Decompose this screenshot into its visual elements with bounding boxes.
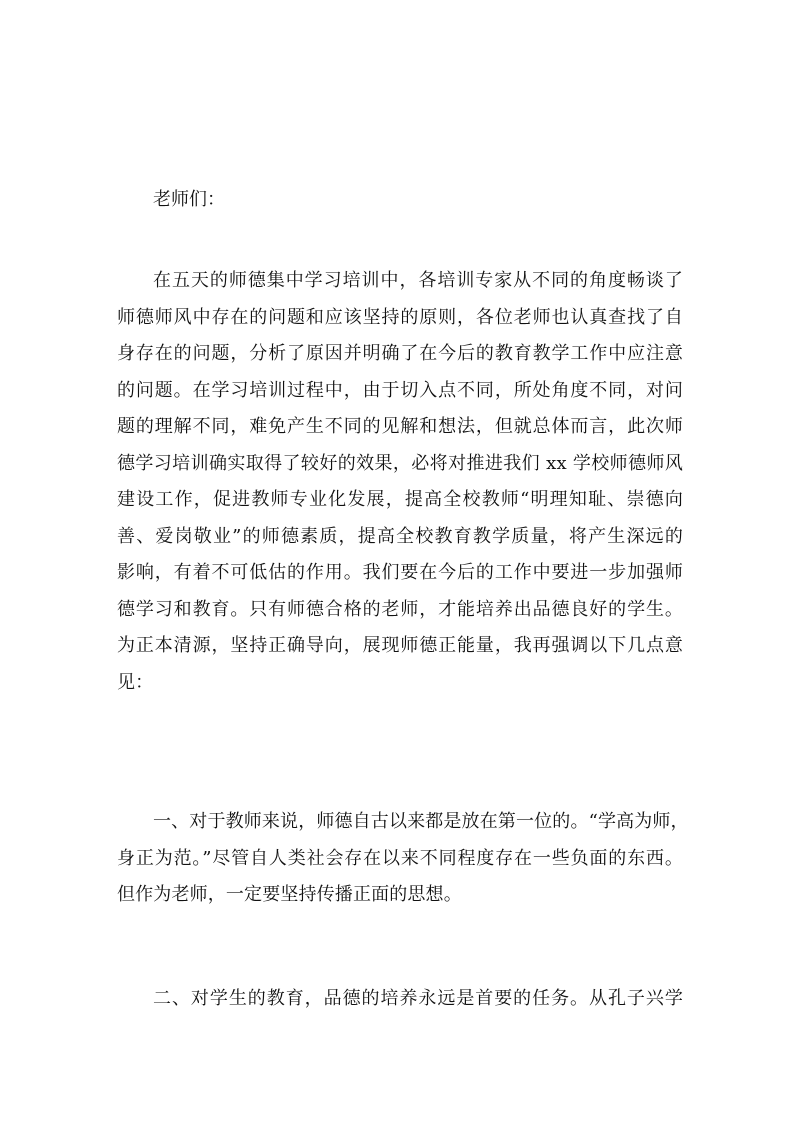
paragraph-line: 善、爱岗敬业”的师德素质，提高全校教育教学质量，将产生深远的 [117, 525, 683, 547]
paragraph-line: 但作为老师，一定要坚持传播正面的思想。 [117, 884, 462, 905]
paragraph-line: 身正为范。”尽管自人类社会存在以来不同程度存在一些负面的东西。 [117, 847, 683, 869]
paragraph-line: 为正本清源，坚持正确导向，展现师德正能量，我再强调以下几点意 [117, 635, 683, 656]
paragraph-line: 影响，有着不可低估的作用。我们要在今后的工作中要进一步加强师 [117, 562, 683, 583]
paragraph-line: 建设工作，促进教师专业化发展，提高全校教师“明理知耻、崇德向 [117, 489, 683, 510]
paragraph-line: 身存在的问题，分析了原因并明确了在今后的教育教学工作中应注意 [117, 343, 683, 364]
paragraph-line: 题的理解不同，难免产生不同的见解和想法，但就总体而言，此次师 [117, 416, 683, 437]
paragraph-line: 一、对于教师来说，师德自古以来都是放在第一位的。“学高为师， [153, 811, 689, 832]
paragraph-training-summary [117, 263, 683, 701]
paragraph-line: 在五天的师德集中学习培训中，各培训专家从不同的角度畅谈了 [153, 270, 683, 291]
paragraph-point-two [117, 981, 683, 1018]
paragraph-line: 见： [117, 671, 154, 693]
paragraph-line: 二、对学生的教育，品德的培养永远是首要的任务。从孔子兴学 [153, 988, 683, 1009]
paragraph-line: 德学习培训确实取得了较好的效果，必将对推进我们 xx 学校师德师风 [117, 452, 683, 474]
paragraph-point-one [117, 804, 689, 914]
paragraph-line: 师德师风中存在的问题和应该坚持的原则，各位老师也认真查找了自 [117, 306, 683, 328]
salutation: 老师们： [153, 189, 225, 210]
paragraph-line: 的问题。在学习培训过程中，由于切入点不同，所处角度不同，对问 [117, 379, 683, 401]
paragraph-line: 德学习和教育。只有师德合格的老师，才能培养出品德良好的学生。 [117, 598, 683, 620]
